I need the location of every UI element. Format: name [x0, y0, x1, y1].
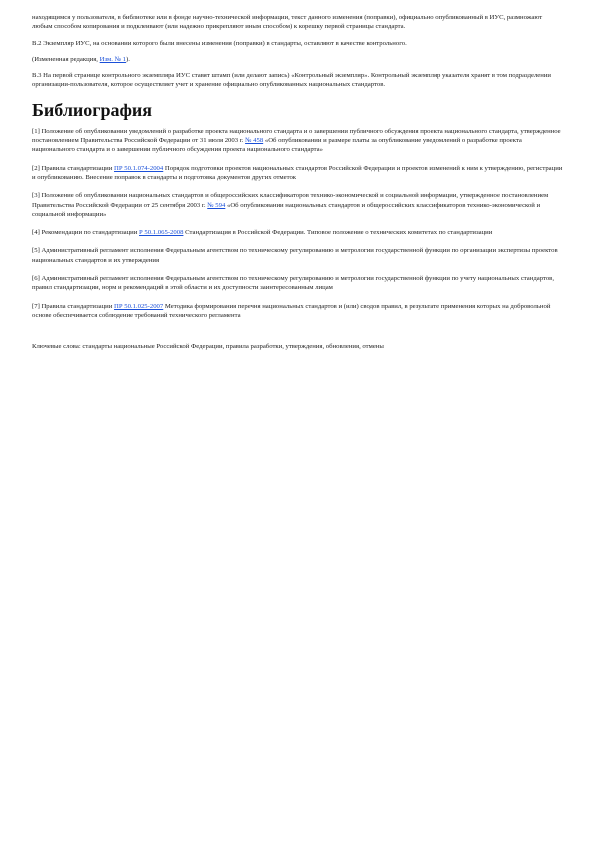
bib-1-text-b: «Об опубликовании и размере платы за опубликование уведомлений о разработке проекта национального стандарта и о завершении публичного обсуждения проекта национального стандарта»	[32, 137, 522, 154]
bibliography-item-3	[32, 191, 563, 219]
amendment-link[interactable]: Изм. № 1	[99, 55, 127, 63]
bibliography-heading: Библиография	[32, 99, 153, 120]
bibliography-item-6: [6] Административный регламент исполнения Федеральным агентством по техническому регулированию и метрологии государственной функции по учету национальных стандартов, правил стандартизации, норм и рекомендаций в этой области и их доступности заинтересованным лицам	[32, 275, 554, 292]
bib-2-link[interactable]: ПР 50.1.074-2004	[114, 164, 164, 172]
bib-1-text-a: [1] Положение об опубликовании уведомлений о разработке проекта национального стандарта и о завершении публичного обсуждения проекта национального стандарта, утвержденное постановлением Правительства Российской Федерации от 31 июля 2003 г.	[32, 127, 561, 145]
bibliography-item-2	[32, 164, 563, 183]
keywords-line: Ключевые слова: стандарты национальные Российской Федерации, правила разработки, утверждения, обновления, отмены	[32, 343, 384, 351]
bib-7-text-a: [7] Правила стандартизации	[32, 302, 114, 310]
bib-3-text-b: «Об опубликовании национальных стандартов и общероссийских классификаторов технико-экономической и социальной информации»	[32, 201, 541, 218]
intro-paragraph-1: находящимся у пользователя, в библиотеке или в фонде научно-технической информации, текст данного изменения (поправки), официально опубликованный в ИУС, размножают любым способом копирования и подклеивают (или надежно прикрепляют иным способом) к корешку первой страницы стандарта.	[32, 14, 543, 31]
intro-paragraph-b2: В.2 Экземпляр ИУС, на основании которого были внесены изменения (поправки) в стандарты, оставляют в качестве контрольного.	[32, 39, 407, 47]
bib-7-link[interactable]: ПР 50.1.025-2007	[114, 302, 164, 310]
bib-4-text-a: [4] Рекомендации по стандартизации	[32, 229, 140, 237]
bib-2-text-b: Порядок подготовки проектов национальных стандартов Российской Федерации и проектов изменений к ним к утверждению, регистрации и опубликованию. Внесение поправок в стандарты и подготовка документов других отметок	[32, 164, 563, 181]
amendment-note-suffix: ).	[126, 55, 130, 63]
amendment-note	[32, 55, 563, 64]
bibliography-item-1	[32, 127, 563, 155]
bib-4-text-b: Стандартизация в Российской Федерации. Типовое положение о технических комитетах по стандартизации	[183, 229, 493, 237]
amendment-note-prefix: (Измененная редакция,	[32, 55, 100, 63]
bibliography-item-5: [5] Административный регламент исполнения Федеральным агентством по техническому регулированию и метрологии государственной функции по организации экспертизы проектов национальных стандартов и их утверждения	[32, 247, 558, 264]
bibliography-item-7	[32, 302, 563, 321]
bib-3-link[interactable]: № 594	[207, 201, 226, 209]
bib-1-link[interactable]: № 458	[245, 137, 264, 145]
bib-4-link[interactable]: Р 50.1.065-2008	[139, 229, 184, 237]
bib-7-text-b: Методика формирования перечня национальных стандартов и (или) сводов правил, в результате применения которых на добровольной основе обеспечивается соблюдение требований технического регламента	[32, 302, 551, 319]
bibliography-item-4	[32, 228, 563, 237]
bib-2-text-a: [2] Правила стандартизации	[32, 164, 114, 172]
intro-paragraph-b3: В.3 На первой странице контрольного экземпляра ИУС ставят штамп (или делают запись) «Контрольный экземпляр». Контрольный экземпляр указателя хранят в том подразделении организации-пользователя, которое осуществляет учет и хранение официально опубликованных национальных стандартов.	[32, 72, 551, 89]
bib-3-text-a: [3] Положение об опубликовании национальных стандартов и общероссийских классификаторов технико-экономической и социальной информации, утвержденное постановлением Правительства Российской Федерации от 25 сентября 2003 г.	[32, 192, 549, 209]
